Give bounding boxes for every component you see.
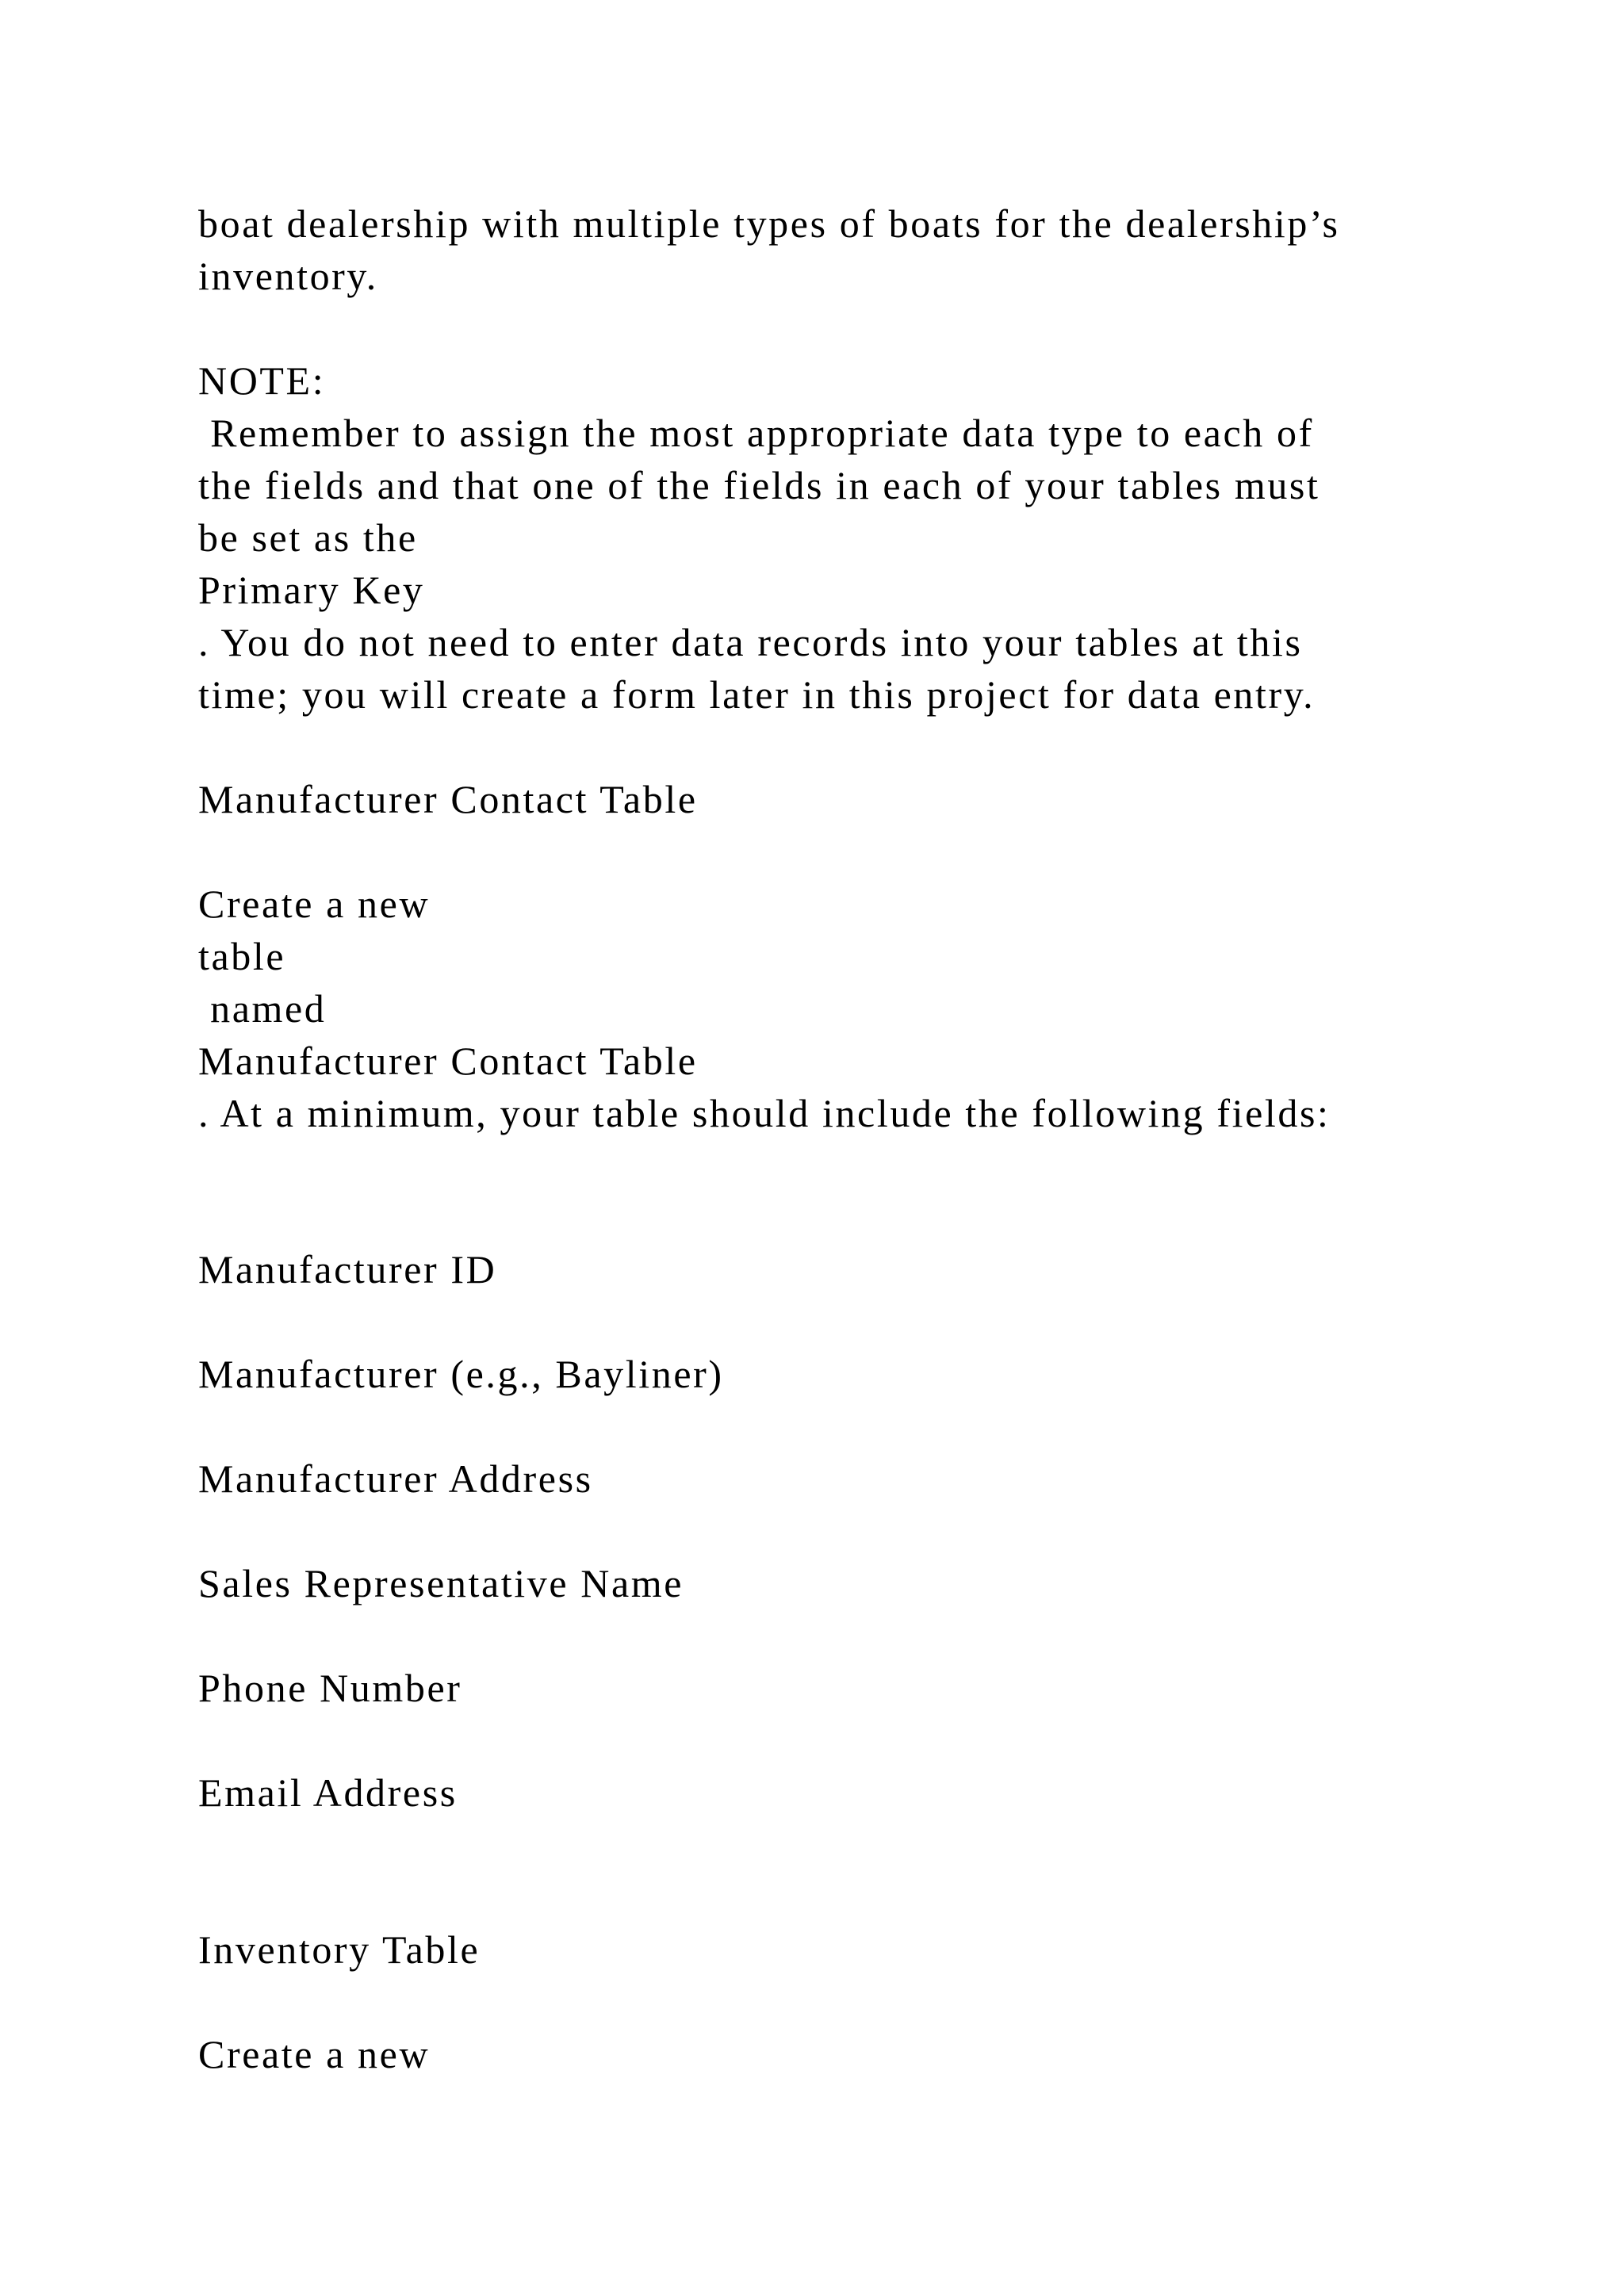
text-line: Remember to assign the most appropriate data type to each of	[198, 411, 1314, 455]
field-item: Manufacturer (e.g., Bayliner)	[198, 1352, 724, 1396]
text-line: named	[198, 986, 327, 1031]
field-item: Phone Number	[198, 1666, 462, 1710]
text-line: . You do not need to enter data records into your tables at this	[198, 620, 1303, 664]
section-heading: Manufacturer Contact Table	[198, 777, 698, 821]
text-line: time; you will create a form later in this project for data entry.	[198, 672, 1316, 717]
field-item: Manufacturer Address	[198, 1456, 593, 1501]
text-line: table	[198, 934, 286, 978]
text-line: inventory.	[198, 254, 378, 298]
text-line: Create a new	[198, 2032, 431, 2076]
section-heading: Inventory Table	[198, 1927, 481, 1972]
text-line: the fields and that one of the fields in each of your tables must	[198, 463, 1320, 507]
text-line: . At a minimum, your table should include the following fields:	[198, 1091, 1331, 1135]
text-line: be set as the	[198, 515, 418, 560]
text-line: boat dealership with multiple types of boats for the dealership’s	[198, 201, 1340, 246]
field-item: Email Address	[198, 1770, 458, 1815]
field-item: Sales Representative Name	[198, 1561, 684, 1605]
field-item: Manufacturer ID	[198, 1247, 497, 1292]
text-line: Manufacturer Contact Table	[198, 1039, 698, 1083]
text-line: Create a new	[198, 882, 431, 926]
text-line: NOTE:	[198, 358, 326, 403]
text-line: Primary Key	[198, 568, 425, 612]
